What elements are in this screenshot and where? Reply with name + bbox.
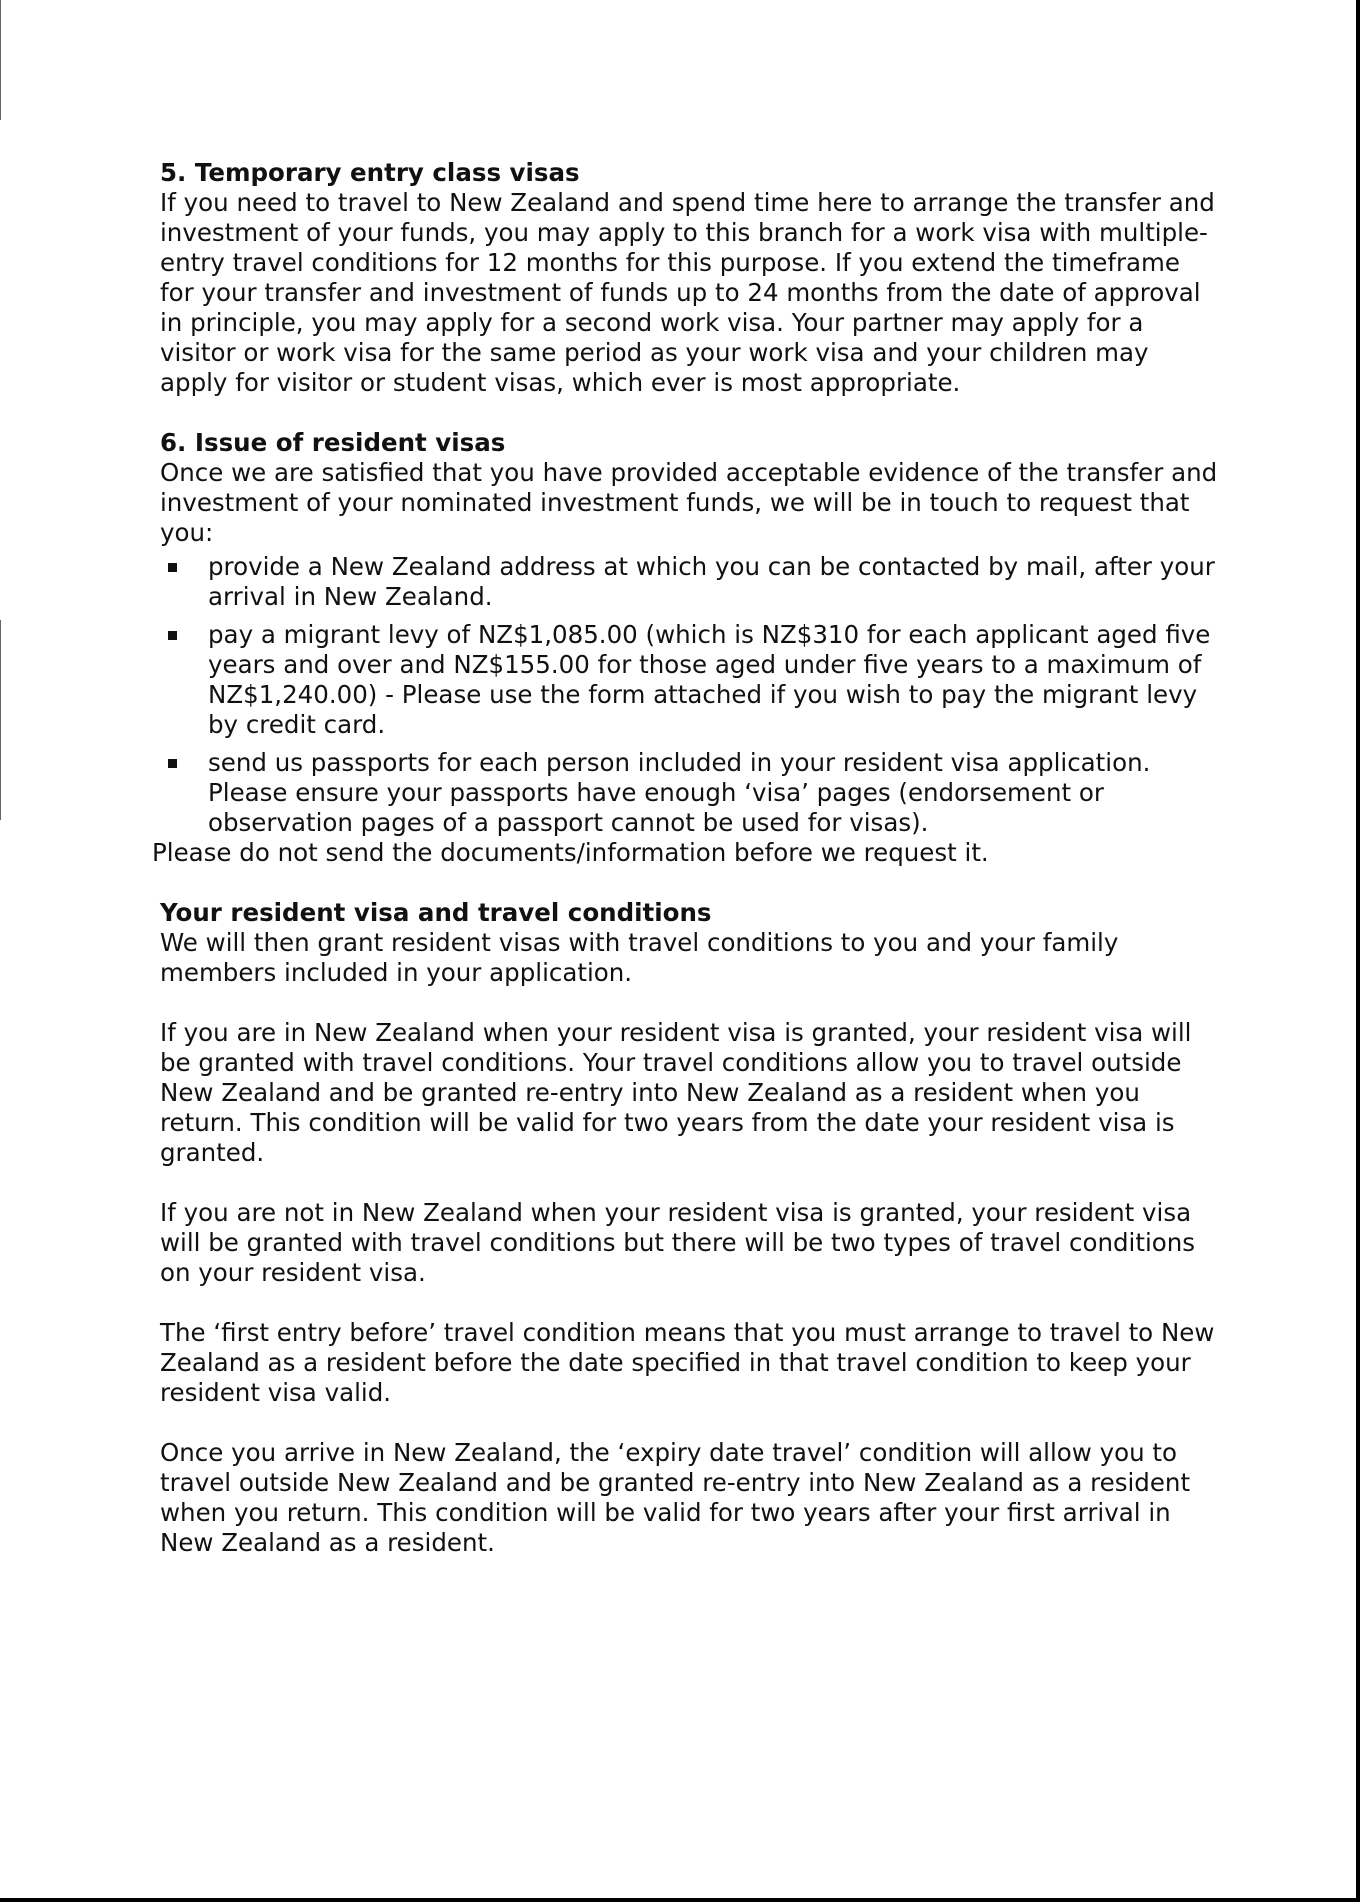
section-heading: Your resident visa and travel conditions	[160, 898, 712, 927]
list-item-text: send us passports for each person included in your resident visa application. Please ensure your passports have enough ‘visa’ pages (endorsement or observation pages of a passport cannot be used for visas).	[208, 748, 1151, 837]
list-item	[160, 552, 1220, 612]
bullet-square-icon	[168, 631, 177, 640]
list-item-text: provide a New Zealand address at which you can be contacted by mail, after your arrival in New Zealand.	[208, 552, 1215, 611]
section-heading: 5. Temporary entry class visas	[160, 158, 580, 187]
section-closing: Please do not send the documents/information before we request it.	[152, 838, 989, 867]
request-list	[160, 552, 1220, 838]
scan-edge-mark	[0, 0, 1, 120]
paragraph: We will then grant resident visas with travel conditions to you and your family members included in your application.	[160, 928, 1119, 987]
paragraph: The ‘first entry before’ travel condition means that you must arrange to travel to New Zealand as a resident before the date specified in that travel condition to keep your resident visa valid.	[160, 1318, 1215, 1407]
paragraph: If you are in New Zealand when your resident visa is granted, your resident visa will be granted with travel conditions. Your travel conditions allow you to travel outside New Zealand and be granted re-entry into New Zealand as a resident when you return. This condition will be valid for two years from the date your resident visa is granted.	[160, 1018, 1192, 1167]
list-item	[160, 748, 1220, 838]
list-item-text: pay a migrant levy of NZ$1,085.00 (which is NZ$310 for each applicant aged five years and over and NZ$155.00 for those aged under five years to a maximum of NZ$1,240.00) - Please use the form attached if you wish to pay the migrant levy by credit card.	[208, 620, 1211, 739]
document-content	[152, 158, 1220, 1588]
bullet-square-icon	[168, 563, 177, 572]
scan-edge-mark	[0, 620, 1, 820]
section-issue-resident-visas	[152, 428, 1220, 868]
paragraph: Once you arrive in New Zealand, the ‘expiry date travel’ condition will allow you to travel outside New Zealand and be granted re-entry into New Zealand as a resident when you return. This condition will be valid for two years after your first arrival in New Zealand as a resident.	[160, 1438, 1191, 1557]
section-intro: Once we are satisfied that you have provided acceptable evidence of the transfer and investment of your nominated investment funds, we will be in touch to request that you:	[160, 458, 1218, 547]
paragraph: If you are not in New Zealand when your resident visa is granted, your resident visa will be granted with travel conditions but there will be two types of travel conditions on your resident visa.	[160, 1198, 1196, 1287]
section-temporary-entry	[160, 158, 1220, 398]
section-body: If you need to travel to New Zealand and spend time here to arrange the transfer and investment of your funds, you may apply to this branch for a work visa with multiple-entry travel conditions for 12 months for this purpose. If you extend the timeframe for your transfer and investment of funds up to 24 months from the date of approval in principle, you may apply for a second work visa. Your partner may apply for a visitor or work visa for the same period as your work visa and your children may apply for visitor or student visas, which ever is most appropriate.	[160, 188, 1215, 397]
list-item	[160, 620, 1220, 740]
section-heading: 6. Issue of resident visas	[160, 428, 506, 457]
section-travel-conditions	[160, 898, 1220, 1558]
bullet-square-icon	[168, 759, 177, 768]
